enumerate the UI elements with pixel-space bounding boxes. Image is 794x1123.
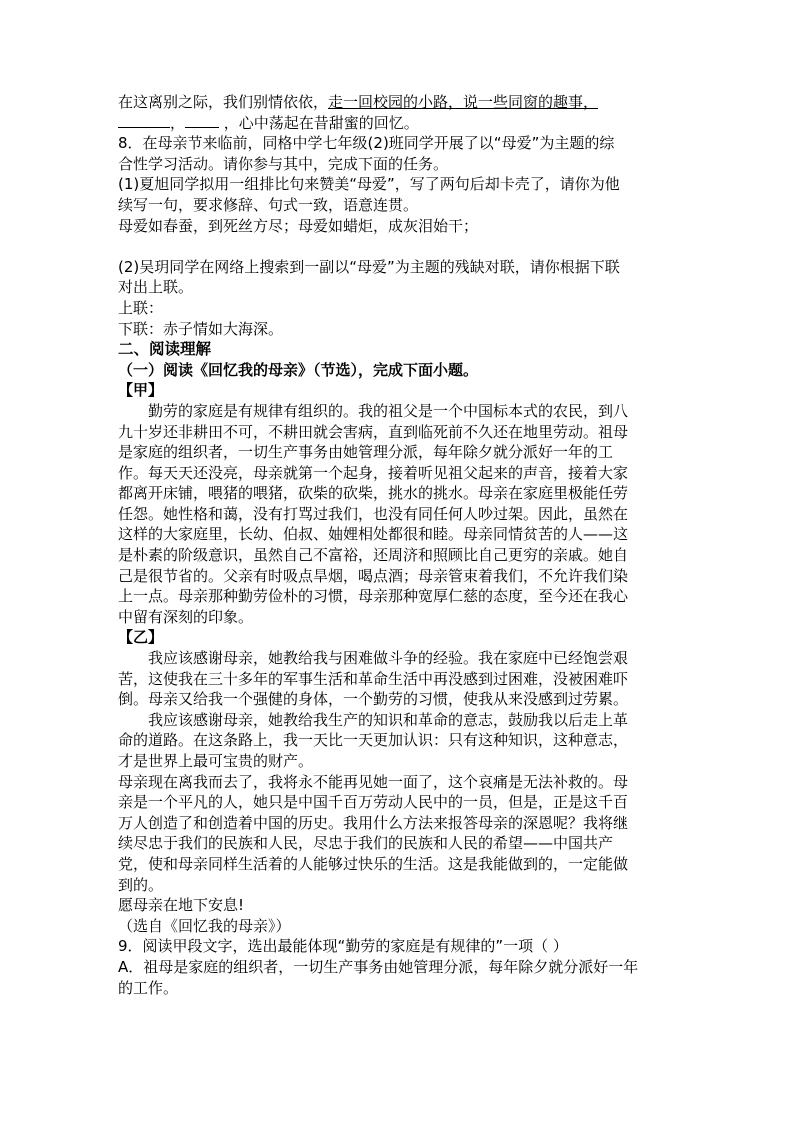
- passage-jia-label: 【甲】: [118, 381, 164, 400]
- passage-line: 这样的大家庭里，长幼、伯叔、妯娌相处都很和睦。母亲同情贫苦的人——这: [118, 525, 629, 544]
- section-subtitle: （一）阅读《回忆我的母亲》（节选），完成下面小题。: [118, 360, 479, 379]
- answer-space: [118, 236, 678, 257]
- passage-line: 作。每天天还没亮，母亲就第一个起身，接着听见祖父起来的声音，接着大家: [118, 463, 629, 482]
- q7-tail: ，心中荡起在昔甜蜜的回忆。: [219, 113, 419, 132]
- passage-line: 是家庭的组织者，一切生产事务由她管理分派，每年除夕就分派好一年的工: [118, 443, 614, 462]
- q8-part1-line-2: 续写一句，要求修辞、句式一致，语意连贯。: [118, 195, 419, 214]
- q8-part2-line-1: (2)吴玥同学在网络上搜索到一副以“母爱”为主题的残缺对联，请你根据下联: [118, 257, 620, 276]
- q8-part1-line-3: 母爱如春蚕，到死丝方尽；母爱如蜡炬，成灰泪始干；: [118, 216, 479, 235]
- passage-line: 都离开床铺，喂猪的喂猪，砍柴的砍柴，挑水的挑水。母亲在家庭里极能任劳: [118, 484, 629, 503]
- option-a-line-2[interactable]: 的工作。: [118, 978, 179, 997]
- q7-underlined: 走一回校园的小路，说一些同窗的趣事，: [328, 93, 599, 111]
- passage-line: 九十岁还非耕田不可，不耕田就会害病，直到临死前不久还在地里劳动。祖母: [118, 422, 629, 441]
- passage-line: 上一点。母亲那种勤劳俭朴的习惯，母亲那种宽厚仁慈的态度，至今还在我心: [118, 587, 629, 606]
- passage-line: 中留有深刻的印象。: [118, 607, 254, 626]
- section-title: 二、阅读理解: [118, 340, 212, 359]
- upper-couplet: 上联：: [118, 298, 164, 317]
- q8-part1-line-1: (1)夏旭同学拟用一组排比句来赞美“母爱”，写了两句后却卡壳了，请你为他: [118, 175, 620, 194]
- passage-line: 续尽忠于我们的民族和人民，尽忠于我们的民族和人民的希望——中国共产: [118, 834, 614, 853]
- closing-line: 愿母亲在地下安息!: [118, 896, 245, 915]
- passage-line: 才是世界上最可宝贵的财产。: [118, 752, 314, 770]
- q8-stem-line-1: 8．在母亲节来临前，同格中学七年级(2)班同学开展了以“母爱”为主题的综: [118, 134, 615, 153]
- passage-line: 亲是一个平凡的人，她只是中国千百万劳动人民中的一员，但是，正是这千百: [118, 793, 629, 812]
- q7-line-1: [118, 92, 678, 113]
- passage-line: 我应该感谢母亲，她教给我生产的知识和革命的意志，鼓励我以后走上革: [148, 710, 629, 729]
- passage-line: 母亲现在离我而去了，我将永不能再见她一面了，这个哀痛是无法补救的。母: [118, 772, 629, 791]
- answer-blank-1[interactable]: [118, 113, 170, 128]
- passage-yi-label: 【乙】: [118, 628, 164, 647]
- option-a-line-1[interactable]: A．祖母是家庭的组织者，一切生产事务由她管理分派，每年除夕就分派好一年: [118, 957, 639, 976]
- passage-line: 党，使和母亲同样生活着的人能够过快乐的生活。这是我能做到的，一定能做: [118, 854, 629, 873]
- answer-blank-2[interactable]: [185, 113, 219, 128]
- passage-line: 命的道路。在这条路上，我一天比一天更加认识：只有这种知识，这种意志，: [118, 731, 629, 750]
- q7-comma: ，: [170, 113, 186, 132]
- passage-line: 己是很节省的。父亲有时吸点旱烟，喝点酒；母亲管束着我们，不允许我们染: [118, 566, 629, 585]
- passage-line: 是朴素的阶级意识，虽然自己不富裕，还周济和照顾比自己更穷的亲戚。她自: [118, 546, 629, 565]
- passage-line: 我应该感谢母亲，她教给我与困难做斗争的经验。我在家庭中已经饱尝艰: [148, 649, 629, 668]
- passage-line: 万人创造了和创造着中国的历史。我用什么方法来报答母亲的深恩呢？我将继: [118, 813, 629, 832]
- lower-couplet: 下联：赤子情如大海深。: [118, 319, 284, 338]
- passage-line: 苦，这使我在三十多年的军事生活和革命生活中再没感到过困难，没被困难吓: [118, 669, 629, 688]
- q8-part2-line-2: 对出上联。: [118, 278, 194, 297]
- document-page: [118, 92, 678, 998]
- q8-stem-line-2: 合性学习活动。请你参与其中，完成下面的任务。: [118, 154, 449, 173]
- passage-jia: [118, 401, 678, 628]
- passage-yi: [118, 648, 678, 936]
- passage-line: 到的。: [118, 875, 164, 894]
- passage-line: 勤劳的家庭是有规律有组织的。我的祖父是一个中国标本式的农民，到八: [148, 401, 629, 420]
- q7-line-2: [118, 113, 678, 134]
- source-note: （选自《回忆我的母亲》）: [118, 916, 291, 935]
- q7-lead: 在这离别之际，我们别情依依，: [118, 93, 329, 111]
- passage-line: 倒。母亲又给我一个强健的身体，一个勤劳的习惯，使我从来没感到过劳累。: [118, 690, 629, 709]
- passage-line: 任怨。她性格和蔼，没有打骂过我们，也没有同任何人吵过架。因此，虽然在: [118, 504, 629, 523]
- q9-stem: 9．阅读甲段文字，选出最能体现“勤劳的家庭是有规律的”一项（ ）: [118, 937, 568, 956]
